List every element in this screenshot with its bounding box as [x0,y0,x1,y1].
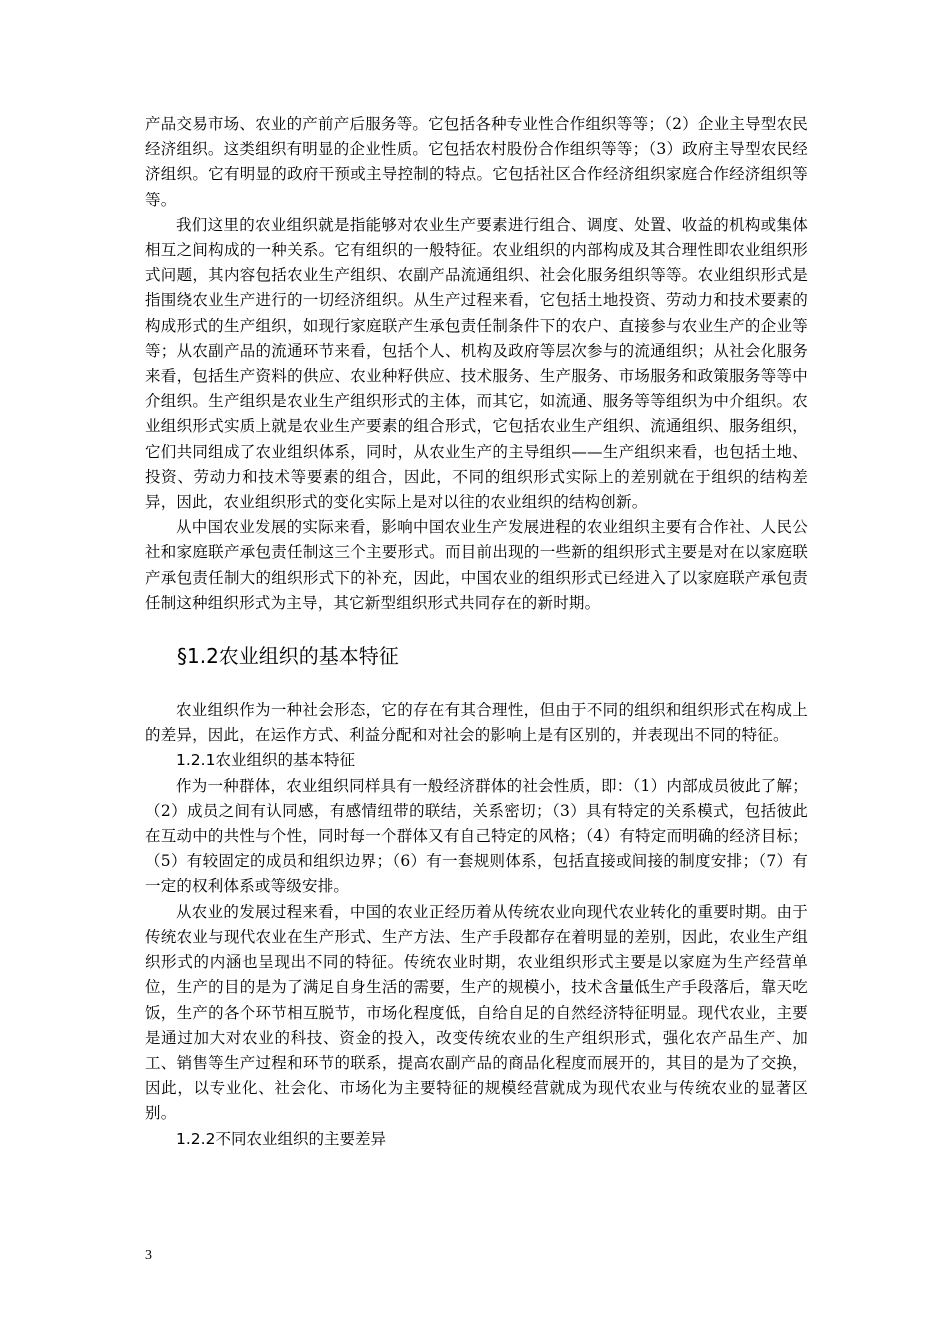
section-intro-paragraph: 农业组织作为一种社会形态，它的存在有其合理性，但由于不同的组织和组织形式在构成上的差异，因此，在运作方式、利益分配和对社会的影响上是有区别的，并表现出不同的特征。 [145,701,808,745]
paragraph-traditional-vs-modern: 从农业的发展过程来看，中国的农业正经历着从传统农业向现代农业转化的重要时期。由于传统农业与现代农业在生产形式、生产方法、生产手段都存在着明显的差别，因此，农业生产组织形式的内涵也呈现出不同的特征。传统农业时期，农业组织形式主要是以家庭为生产经营单位，生产的目的是为了满足自身生活的需要，生产的规模小，技术含量低生产手段落后，靠天吃饭，生产的各个环节相互脱节，市场化程度低，自给自足的自然经济特征明显。现代农业，主要是通过加大对农业的科技、资金的投入，改变传统农业的生产组织形式，强化农产品生产、加工、销售等生产过程和环节的联系，提高农副产品的商品化程度而展开的，其目的是为了交换，因此，以专业化、社会化、市场化为主要特征的规模经营就成为现代农业与传统农业的显著区别。 [145,902,808,1123]
subsection-title-1-2-2: 1.2.2不同农业组织的主要差异 [176,1129,386,1148]
paragraph-continued: 产品交易市场、农业的产前产后服务等。它包括各种专业性合作组织等等；（2）企业主导型农民经济组织。这类组织有明显的企业性质。它包括农村股份合作组织等等；（3）政府主导型农民经济组织。它有明显的政府干预或主导控制的特点。它包括社区合作经济组织家庭合作经济组织等等。 [145,115,808,209]
paragraph-china-development: 从中国农业发展的实际来看，影响中国农业生产发展进程的农业组织主要有合作社、人民公社和家庭联产承包责任制这三个主要形式。而目前出现的一些新的组织形式主要是对在以家庭联产承包责任制大的组织形式下的补充，因此，中国农业的组织形式已经进入了以家庭联产承包责任制这种组织形式为主导，其它新型组织形式共同存在的新时期。 [145,518,808,612]
paragraph-definition: 我们这里的农业组织就是指能够对农业生产要素进行组合、调度、处置、收益的机构或集体相互之间构成的一种关系。它有组织的一般特征。农业组织的内部构成及其合理性即农业组织形式问题，其内容包括农业生产组织、农副产品流通组织、社会化服务组织等等。农业组织形式是指围绕农业生产进行的一切经济组织。从生产过程来看，它包括土地投资、劳动力和技术要素的构成形式的生产组织，如现行家庭联产生承包责任制条件下的农户、直接参与农业生产的企业等等；从农副产品的流通环节来看，包括个人、机构及政府等层次参与的流通组织；从社会化服务来看，包括生产资料的供应、农业种籽供应、技术服务、生产服务、市场服务和政策服务等等中介组织。生产组织是农业生产组织形式的主体，而其它，如流通、服务等等组织为中介组织。农业组织形式实质上就是农业生产要素的组合形式，它包括农业生产组织、流通组织、服务组织，它们共同组成了农业组织体系，同时，从农业生产的主导组织——生产组织来看，也包括土地、投资、劳动力和技术等要素的组合，因此，不同的组织形式实际上的差别就在于组织的结构差异，因此，农业组织形式的变化实际上是对以往的农业组织的结构创新。 [145,215,808,512]
page-number: 3 [145,1248,152,1263]
document-body [145,112,808,1152]
section-title: §1.2农业组织的基本特征 [177,644,399,669]
paragraph-group-characteristics: 作为一种群体，农业组织同样具有一般经济群体的社会性质，即：（1）内部成员彼此了解；（2）成员之间有认同感，有感情纽带的联结，关系密切；（3）具有特定的关系模式，包括彼此在互动中的共性与个性，同时每一个群体又有自己特定的风格；（4）有特定而明确的经济目标；（5）有较固定的成员和组织边界；（6）有一套规则体系，包括直接或间接的制度安排；（7）有一定的权利体系或等级安排。 [145,776,808,896]
subsection-title-1-2-1: 1.2.1农业组织的基本特征 [176,751,355,770]
